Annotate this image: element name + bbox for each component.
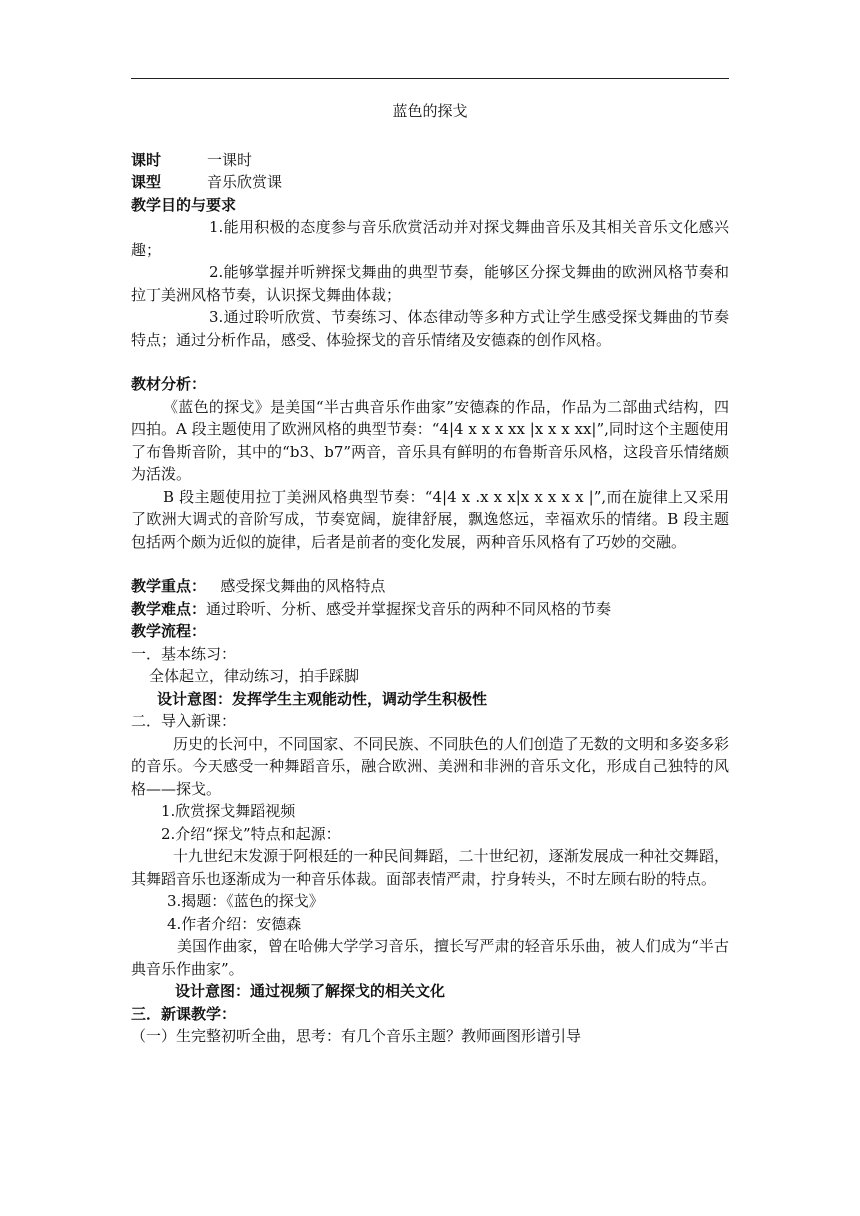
section-1-title: 一．基本练习： bbox=[131, 644, 237, 663]
section-2-item-2: 2.介绍“探戈”特点和起源： bbox=[161, 824, 341, 843]
section-2-title: 二．导入新课： bbox=[131, 712, 237, 730]
section-3-title: 三．新课教学： bbox=[131, 1004, 237, 1023]
goal-item-3: 3.通过聆听欣赏、节奏练习、体态律动等多种方式让学生感受探戈舞曲的节奏特点；通过分析作品，感受、体验探戈的音乐情绪及安德森的创作风格。 bbox=[131, 308, 729, 349]
section-2-item-1: 1.欣赏探戈舞蹈视频 bbox=[161, 802, 296, 820]
type-row bbox=[131, 171, 729, 194]
page-title: 蓝色的探戈 bbox=[392, 102, 468, 120]
section-1-design: 设计意图：发挥学生主观能动性，调动学生积极性 bbox=[157, 689, 488, 708]
section-2-design: 设计意图：通过视频了解探戈的相关文化 bbox=[175, 982, 446, 1000]
section-2-intro: 历史的长河中，不同国家、不同民族、不同肤色的人们创造了无数的文明和多姿多彩的音乐。今天感受一种舞蹈音乐，融合欧洲、美洲和非洲的音乐文化，形成自己独特的风格——探戈。 bbox=[131, 734, 729, 798]
analysis-heading: 教材分析： bbox=[131, 375, 207, 393]
period-value: 一课时 bbox=[207, 150, 253, 169]
section-2-item-3: 3.揭题：《蓝色的探戈》 bbox=[167, 892, 324, 910]
analysis-para-1: 《蓝色的探戈》是美国“半古典音乐作曲家”安德森的作品，作品为二部曲式结构，四四拍。A 段主题使用了欧洲风格的典型节奏：“4|4 x x x xx |x x x xx|”,同时这个主题使用了布鲁斯音阶，其中的“b3、b7”两音，音乐具有鲜明的布鲁斯音乐风格，这段音乐情绪颇为活泼。 bbox=[131, 397, 729, 483]
period-row bbox=[131, 149, 729, 172]
analysis-para-2: B 段主题使用拉丁美洲风格典型节奏：“4|4 x .x x x|x x x x x |”,而在旋律上又采用了欧洲大调式的音阶写成，节奏宽阔，旋律舒展，飘逸悠远，幸福欢乐的情绪。B 段主题包括两个颇为近似的旋律，后者是前者的变化发展，两种音乐风格有了巧妙的交融。 bbox=[131, 487, 729, 551]
difficulty: 教学难点：通过聆听、分析、感受并掌握探戈音乐的两种不同风格的节奏 bbox=[131, 599, 612, 618]
type-value: 音乐欣赏课 bbox=[207, 173, 283, 191]
section-2-item-4: 4.作者介绍：安德森 bbox=[167, 914, 302, 933]
section-3-item-1: （一）生完整初听全曲，思考：有几个音乐主题？教师画图形谱引导 bbox=[131, 1027, 582, 1045]
period-key: 课时 bbox=[131, 150, 162, 169]
goal-item-1: 1.能用积极的态度参与音乐欣赏活动并对探戈舞曲音乐及其相关音乐文化感兴趣； bbox=[131, 218, 729, 259]
section-1-text: 全体起立，律动练习，拍手踩脚 bbox=[149, 667, 360, 685]
type-key: 课型 bbox=[131, 173, 162, 191]
section-2-item-4-text: 美国作曲家，曾在哈佛大学学习音乐，擅长写严肃的轻音乐乐曲，被人们成为“半古典音乐作曲家”。 bbox=[131, 937, 729, 978]
document-page bbox=[131, 100, 729, 1048]
key-point: 教学重点： 感受探戈舞曲的风格特点 bbox=[131, 577, 386, 595]
flow-heading: 教学流程： bbox=[131, 622, 207, 640]
section-2-item-2-text: 十九世纪末发源于阿根廷的一种民间舞蹈，二十世纪初，逐渐发展成一种社交舞蹈，其舞蹈音乐也逐渐成为一种音乐体裁。面部表情严肃，拧身转头，不时左顾右盼的特点。 bbox=[131, 847, 729, 888]
goals-heading: 教学目的与要求 bbox=[131, 195, 237, 214]
header-rule bbox=[131, 78, 729, 79]
goal-item-2: 2.能够掌握并听辨探戈舞曲的典型节奏，能够区分探戈舞曲的欧洲风格节奏和拉丁美洲风格节奏，认识探戈舞曲体裁； bbox=[131, 263, 729, 304]
